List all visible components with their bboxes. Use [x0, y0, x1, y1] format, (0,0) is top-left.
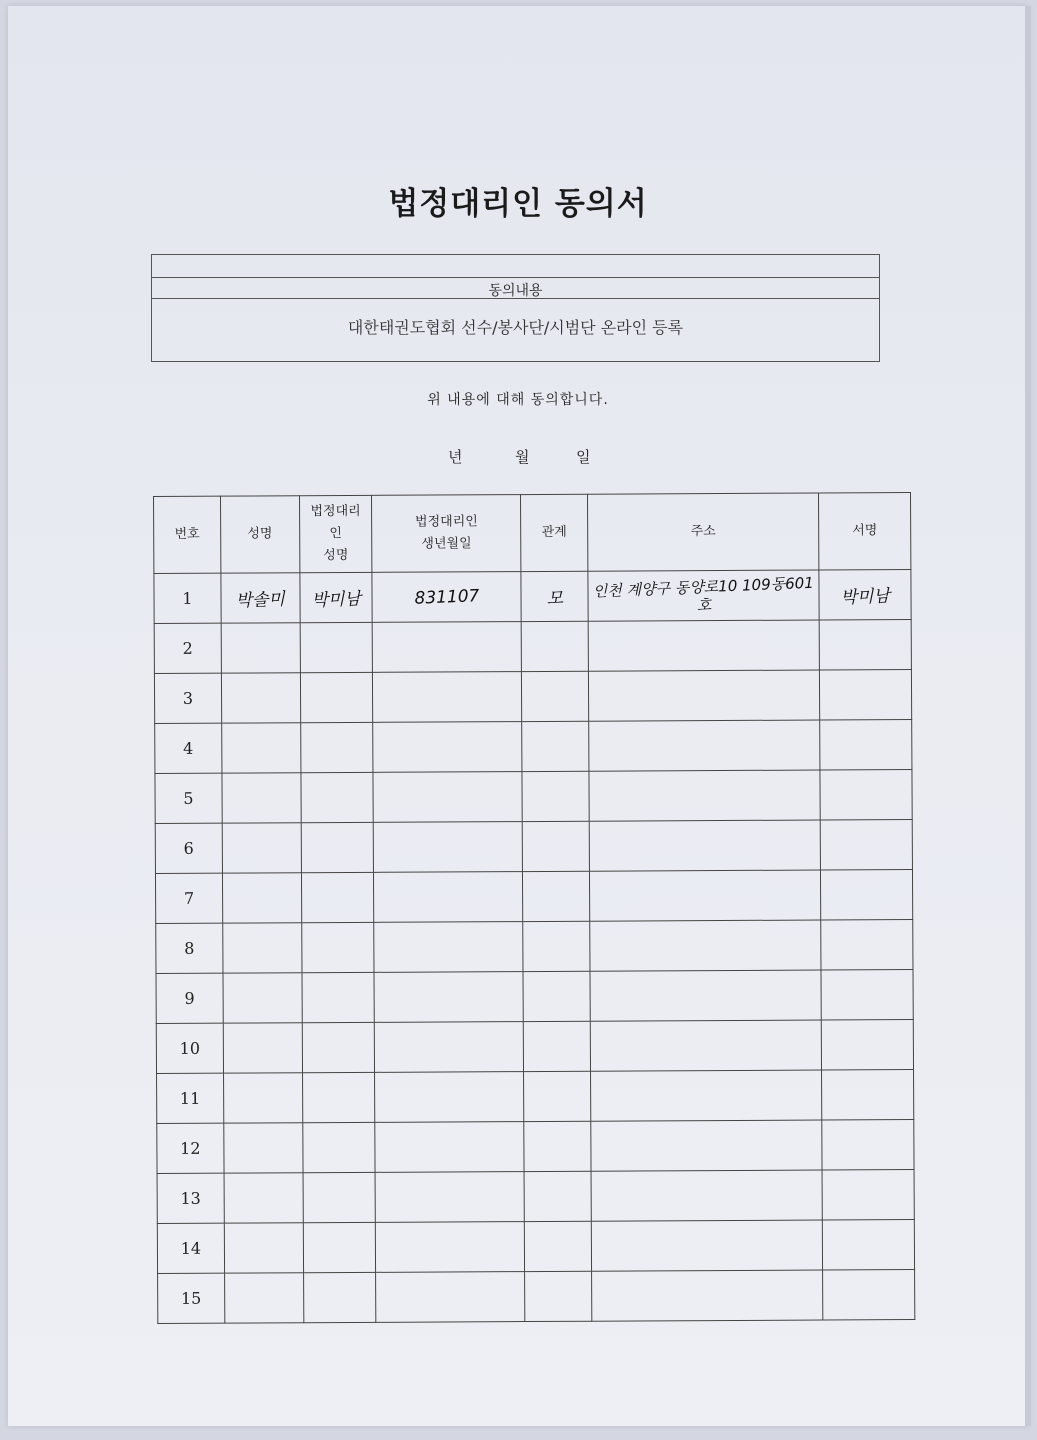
cell-name	[221, 623, 300, 673]
cell-no	[157, 1173, 224, 1223]
cell-rep-birth-text: 831107	[413, 585, 480, 609]
cell-rep-name	[300, 672, 373, 722]
header-rep-name-line: 성명	[323, 547, 349, 564]
cell-no-text: 1	[182, 588, 193, 608]
cell-rep-birth	[375, 1022, 524, 1073]
cell-signature	[820, 820, 912, 870]
cell-no	[157, 1123, 224, 1173]
table-row	[154, 570, 911, 624]
cell-signature	[820, 720, 912, 770]
cell-rep-name	[303, 1172, 376, 1222]
cell-address	[590, 920, 822, 971]
cell-signature	[821, 970, 913, 1020]
table-row	[155, 770, 912, 824]
table-row	[154, 670, 911, 724]
cell-no	[154, 573, 221, 623]
cell-rep-name	[301, 872, 374, 922]
cell-no	[158, 1273, 225, 1323]
cell-rep-name	[302, 1072, 375, 1122]
header-relation: 관계	[521, 494, 588, 571]
cell-name	[222, 873, 301, 923]
cell-signature-text: 박미남	[840, 586, 891, 609]
date-line	[8, 446, 1028, 466]
cell-address	[591, 1270, 823, 1321]
consent-body: 대한태권도협회 선수/봉사단/시범단 온라인 등록	[347, 318, 684, 337]
consent-form-paper	[8, 6, 1028, 1426]
cell-name	[221, 573, 300, 623]
header-signature: 서명	[819, 493, 911, 570]
cell-address	[590, 1020, 822, 1071]
paper-stack-edge	[1025, 6, 1031, 1426]
table-row	[156, 970, 913, 1024]
table-row	[157, 1220, 914, 1274]
table-row	[154, 620, 911, 674]
cell-rep-birth	[373, 722, 522, 773]
consent-header	[152, 255, 879, 299]
cell-no	[155, 723, 222, 773]
cell-address	[589, 770, 821, 821]
cell-signature	[820, 670, 912, 720]
cell-rep-birth	[373, 622, 522, 673]
cell-relation	[524, 1171, 591, 1221]
cell-name	[222, 823, 301, 873]
cell-relation	[523, 1021, 590, 1071]
cell-rep-name-text: 박미남	[311, 589, 362, 612]
cell-name	[223, 1073, 302, 1123]
cell-rep-birth	[376, 1222, 525, 1273]
cell-rep-birth	[375, 1122, 524, 1173]
cell-address	[589, 820, 821, 871]
cell-rep-name	[301, 922, 374, 972]
cell-no-text: 5	[183, 788, 194, 808]
cell-no-text: 14	[180, 1238, 202, 1258]
cell-no-text: 7	[183, 888, 195, 908]
document-title: 법정대리인 동의서	[388, 186, 648, 222]
cell-no	[157, 1073, 224, 1123]
cell-rep-name	[302, 1122, 375, 1172]
cell-address	[588, 620, 820, 671]
cell-no	[154, 673, 221, 723]
header-rep-name-line: 인	[329, 526, 343, 542]
cell-relation	[522, 721, 589, 771]
cell-rep-name	[301, 772, 374, 822]
cell-name	[222, 723, 301, 773]
table-row	[155, 820, 912, 874]
header-no: 번호	[154, 496, 221, 573]
cell-address	[588, 570, 820, 621]
cell-signature	[821, 870, 913, 920]
cell-address	[589, 720, 821, 771]
cell-rep-birth	[375, 1172, 524, 1223]
header-rep-birth-line: 법정대리인	[414, 514, 478, 530]
cell-signature	[819, 570, 911, 620]
cell-no	[154, 623, 221, 673]
cell-no	[155, 873, 222, 923]
cell-rep-name	[303, 1272, 376, 1322]
header-address: 주소	[587, 493, 819, 571]
header-rep-name-line: 법정대리	[310, 503, 361, 520]
date-year-label: 년	[448, 448, 463, 466]
table-row	[157, 1170, 914, 1224]
cell-signature	[821, 920, 913, 970]
cell-rep-name	[300, 722, 373, 772]
cell-name	[224, 1173, 303, 1223]
cell-no-text: 4	[183, 738, 194, 758]
cell-relation	[524, 1221, 591, 1271]
cell-no-text: 11	[179, 1088, 201, 1108]
cell-relation	[522, 771, 589, 821]
guardian-consent-table	[153, 492, 915, 1324]
cell-rep-birth	[376, 1272, 525, 1323]
cell-no	[157, 1223, 224, 1273]
cell-relation	[522, 671, 589, 721]
consent-header-label: 동의내용	[488, 283, 543, 299]
cell-no-text: 9	[184, 988, 195, 1008]
cell-signature	[822, 1070, 914, 1120]
cell-name	[221, 673, 300, 723]
cell-name	[224, 1123, 303, 1173]
cell-rep-birth	[374, 872, 523, 923]
table-row	[157, 1070, 914, 1124]
cell-no-text: 6	[183, 838, 194, 858]
header-rep-birth-line: 생년월일	[421, 536, 472, 552]
date-day-label: 일	[576, 448, 591, 466]
cell-no-text: 13	[180, 1188, 201, 1208]
cell-name	[223, 1023, 302, 1073]
cell-address	[589, 870, 821, 921]
cell-rep-birth	[373, 772, 522, 823]
cell-relation-text: 모	[546, 588, 564, 610]
cell-relation	[523, 921, 590, 971]
header-rep-name	[299, 495, 372, 572]
cell-no	[156, 923, 223, 973]
table-row	[155, 720, 912, 774]
cell-rep-birth	[374, 972, 523, 1023]
cell-name	[224, 1223, 303, 1273]
cell-rep-birth	[375, 1072, 524, 1123]
table-row	[158, 1270, 915, 1324]
cell-name	[224, 1273, 303, 1323]
consent-content-box	[151, 254, 880, 362]
cell-relation	[524, 1121, 591, 1171]
cell-name-text: 박솔미	[235, 589, 286, 612]
cell-no	[156, 973, 223, 1023]
cell-rep-name	[301, 822, 374, 872]
table-row	[157, 1120, 914, 1174]
cell-signature	[822, 1120, 914, 1170]
cell-relation	[524, 1071, 591, 1121]
cell-no-text: 10	[179, 1038, 201, 1058]
cell-rep-name	[303, 1222, 376, 1272]
cell-address	[591, 1220, 823, 1271]
cell-no	[156, 1023, 223, 1073]
cell-rep-birth	[374, 922, 523, 973]
cell-address	[591, 1120, 823, 1171]
cell-signature	[820, 770, 912, 820]
cell-name	[223, 923, 302, 973]
cell-rep-name	[302, 972, 375, 1022]
cell-address-text: 인천 계양구 동양로10 109동601호	[592, 573, 815, 614]
cell-rep-birth	[372, 572, 521, 623]
cell-signature	[819, 620, 911, 670]
cell-no-text: 2	[182, 638, 193, 658]
cell-address	[588, 670, 820, 721]
cell-address	[591, 1170, 823, 1221]
cell-no	[155, 773, 222, 823]
cell-signature	[821, 1020, 913, 1070]
cell-relation	[521, 571, 588, 621]
cell-rep-birth	[374, 822, 523, 873]
cell-relation	[523, 871, 590, 921]
cell-no-text: 8	[184, 938, 195, 958]
cell-address	[590, 1070, 822, 1121]
table-row	[155, 870, 912, 924]
cell-no-text: 15	[180, 1288, 202, 1308]
cell-signature	[823, 1220, 915, 1270]
header-name: 성명	[220, 496, 299, 573]
cell-rep-name	[300, 572, 373, 622]
table-row	[156, 1020, 913, 1074]
table-header-row	[154, 493, 911, 574]
agreement-statement: 위 내용에 대해 동의합니다.	[427, 392, 609, 408]
cell-rep-name	[300, 622, 373, 672]
cell-relation	[523, 971, 590, 1021]
cell-relation	[522, 821, 589, 871]
date-month-label: 월	[515, 448, 530, 466]
header-rep-birth	[372, 495, 521, 573]
cell-rep-name	[302, 1022, 375, 1072]
cell-name	[222, 773, 301, 823]
table-body	[154, 570, 915, 1324]
cell-no-text: 12	[180, 1138, 201, 1158]
cell-signature	[822, 1170, 914, 1220]
cell-relation	[525, 1271, 592, 1321]
table-row	[156, 920, 913, 974]
cell-signature	[823, 1270, 915, 1320]
cell-no	[155, 823, 222, 873]
cell-no-text: 3	[182, 688, 194, 708]
cell-address	[590, 970, 822, 1021]
cell-name	[223, 973, 302, 1023]
cell-relation	[521, 621, 588, 671]
cell-rep-birth	[373, 672, 522, 723]
